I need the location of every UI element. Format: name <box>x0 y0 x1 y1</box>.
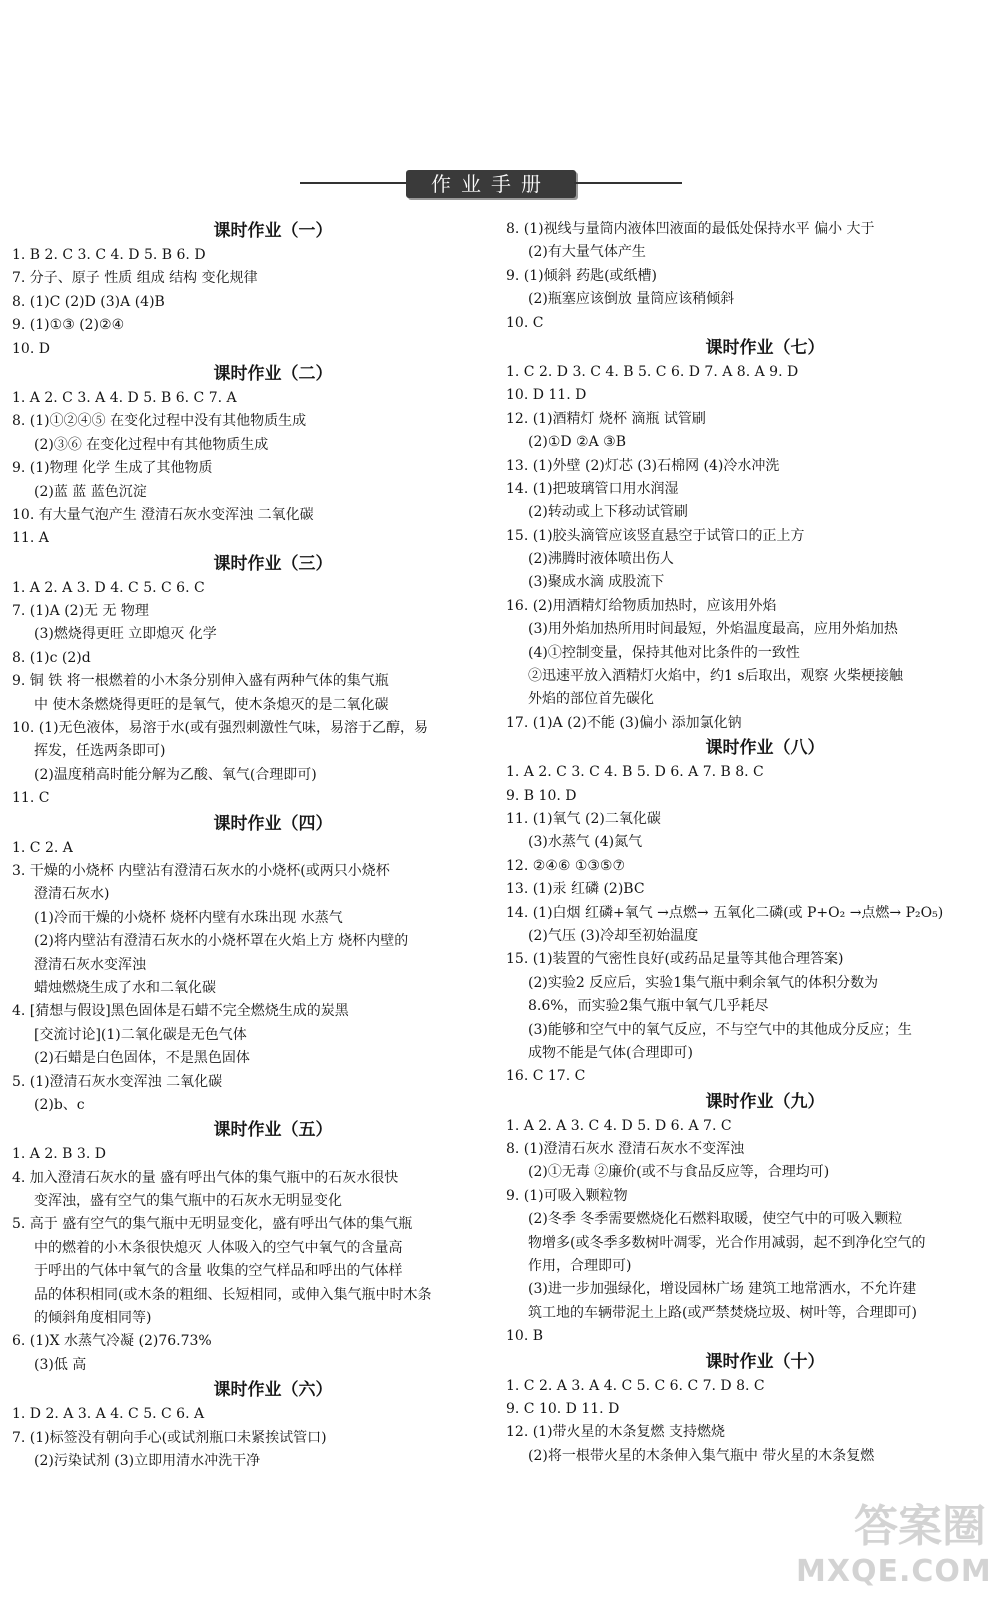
watermark-text-bottom: MXQE.COM <box>796 1554 992 1589</box>
answer-line: ②迅速平放入酒精灯火焰中，约1 s后取出，观察 火柴梗接触 <box>528 668 903 685</box>
answer-line: 13. (1)汞 红磷 (2)BC <box>506 881 645 898</box>
answer-line: 挥发，任选两条即可) <box>34 743 166 760</box>
answer-line: 16. (2)用酒精灯给物质加热时，应该用外焰 <box>506 597 777 614</box>
answer-line: (1)冷而干燥的小烧杯 烧杯内壁有水珠出现 水蒸气 <box>34 909 343 926</box>
answer-line: 5. 高于 盛有空气的集气瓶中无明显变化，盛有呼出气体的集气瓶 <box>12 1216 413 1233</box>
answer-line: 蜡烛燃烧生成了水和二氧化碳 <box>34 979 216 996</box>
answer-line: (4)①控制变量，保持其他对比条件的一致性 <box>528 644 800 661</box>
section-title: 课时作业（一） <box>213 221 333 241</box>
answer-line: 9. 铜 铁 将一根燃着的小木条分别伸入盛有两种气体的集气瓶 <box>12 673 389 690</box>
answer-line: (2)③⑥ 在变化过程中有其他物质生成 <box>34 436 269 453</box>
answer-line: 14. (1)把玻璃管口用水润湿 <box>506 480 679 497</box>
answer-line: 9. (1)①③ (2)②④ <box>12 317 125 334</box>
answer-line: (3)水蒸气 (4)氮气 <box>528 834 643 851</box>
answer-line: (2)气压 (3)冷却至初始温度 <box>528 927 699 944</box>
answer-line: 外焰的部位首先碳化 <box>528 691 654 708</box>
answer-line: 9. (1)物理 化学 生成了其他物质 <box>12 460 213 477</box>
banner-rule-left <box>300 182 410 184</box>
answer-line: 8. (1)①②④⑤ 在变化过程中没有其他物质生成 <box>12 413 307 430</box>
answer-line: 8. (1)C (2)D (3)A (4)B <box>12 293 165 310</box>
answer-line: (3)能够和空气中的氧气反应，不与空气中的其他成分反应；生 <box>528 1021 912 1038</box>
answer-line: 筑工地的车辆带泥土上路(或严禁焚烧垃圾、树叶等，合理即可) <box>528 1304 917 1321</box>
answer-line: 15. (1)胶头滴管应该竖直悬空于试管口的正上方 <box>506 527 805 544</box>
answer-line: 澄清石灰水) <box>34 886 110 903</box>
answer-line: 12. (1)酒精灯 烧杯 滴瓶 试管刷 <box>506 410 706 427</box>
answer-line: (2)石蜡是白色固体，不是黑色固体 <box>34 1050 250 1067</box>
answer-line: (2)实验2 反应后，实验1集气瓶中剩余氧气的体积分数为 <box>528 974 879 991</box>
answer-line: 1. A 2. C 3. A 4. D 5. B 6. C 7. A <box>12 389 237 406</box>
answer-line: 1. A 2. A 3. D 4. C 5. C 6. C <box>12 579 205 596</box>
answer-line: 9. B 10. D <box>506 787 577 804</box>
section-title: 课时作业（五） <box>213 1120 333 1141</box>
answer-line: 9. (1)可吸入颗粒物 <box>506 1187 628 1204</box>
banner-rule-right <box>574 182 682 184</box>
answer-line: 变浑浊，盛有空气的集气瓶中的石灰水无明显变化 <box>34 1193 342 1210</box>
answer-line: (3)进一步加强绿化，增设园林广场 建筑工地常洒水，不允许建 <box>528 1281 917 1298</box>
left-column <box>12 218 494 1473</box>
watermark-logo <box>796 1490 992 1590</box>
answer-line: 4. [猜想与假设]黑色固体是石蜡不完全燃烧生成的炭黑 <box>12 1003 349 1020</box>
answer-line: 1. D 2. A 3. A 4. C 5. C 6. A <box>12 1406 205 1423</box>
answer-line: (2)①D ②A ③B <box>528 434 627 451</box>
answer-line: 7. (1)标签没有朝向手心(或试剂瓶口未紧挨试管口) <box>12 1429 327 1446</box>
answer-line: (3)燃烧得更旺 立即熄灭 化学 <box>34 626 217 643</box>
answer-line: 1. A 2. B 3. D <box>12 1146 106 1163</box>
answer-line: 1. A 2. C 3. C 4. B 5. D 6. A 7. B 8. C <box>506 764 764 781</box>
answer-line: (2)污染试剂 (3)立即用清水冲洗干净 <box>34 1452 261 1469</box>
answer-line: 6. (1)X 水蒸气冷凝 (2)76.73% <box>12 1333 212 1350</box>
answer-line: (2)转动或上下移动试管刷 <box>528 504 688 521</box>
answer-line: (2)沸腾时液体喷出伤人 <box>528 551 674 568</box>
answer-line: 10. D <box>12 340 50 357</box>
answer-line: 的倾斜角度相同等) <box>34 1310 152 1327</box>
answer-line: (2)蓝 蓝 蓝色沉淀 <box>34 483 147 500</box>
answer-line: 11. A <box>12 530 49 547</box>
section-title: 课时作业（三） <box>213 553 333 574</box>
section-title: 课时作业（七） <box>705 337 825 358</box>
answer-line: 物增多(或冬季多数树叶凋零，光合作用减弱，起不到净化空气的 <box>528 1234 926 1251</box>
answer-line: (2)将一根带火星的木条伸入集气瓶中 带火星的木条复燃 <box>528 1447 875 1464</box>
answer-line: 1. C 2. A 3. A 4. C 5. C 6. C 7. D 8. C <box>506 1377 765 1394</box>
answer-line: 16. C 17. C <box>506 1068 586 1085</box>
section-title: 课时作业（十） <box>705 1351 825 1372</box>
answer-line: 17. (1)A (2)不能 (3)偏小 添加氯化钠 <box>506 714 742 731</box>
answer-line: (2)温度稍高时能分解为乙酸、氧气(合理即可) <box>34 766 317 783</box>
answer-line: 11. C <box>12 790 50 807</box>
answer-line: 4. 加入澄清石灰水的量 盛有呼出气体的集气瓶中的石灰水很快 <box>12 1169 399 1186</box>
answer-line: (2)冬季 冬季需要燃烧化石燃料取暖，使空气中的可吸入颗粒 <box>528 1211 903 1228</box>
answer-line: 10. D 11. D <box>506 387 587 404</box>
answer-line: 7. 分子、原子 性质 组成 结构 变化规律 <box>12 270 258 287</box>
answer-line: 14. (1)白烟 红磷+氧气 →点燃→ 五氧化二磷(或 P+O₂ →点燃→ P₂O₅) <box>506 904 944 921</box>
answer-line: 10. C <box>506 314 544 331</box>
answer-line: 3. 干燥的小烧杯 内壁沾有澄清石灰水的小烧杯(或两只小烧杯 <box>12 862 390 879</box>
answer-line: (2)b、c <box>34 1096 85 1113</box>
answer-line: 8. (1)澄清石灰水 澄清石灰水不变浑浊 <box>506 1141 745 1158</box>
answer-line: 5. (1)澄清石灰水变浑浊 二氧化碳 <box>12 1073 223 1090</box>
header-banner <box>300 168 682 202</box>
answer-line: 10. B <box>506 1328 544 1345</box>
answer-line: (3)聚成水滴 成股流下 <box>528 574 665 591</box>
answer-line: 12. (1)带火星的木条复燃 支持燃烧 <box>506 1424 725 1441</box>
answer-line: 品的体积相同(或木条的粗细、长短相同，或伸入集气瓶中时木条 <box>34 1286 432 1303</box>
answer-line: 8. (1)c (2)d <box>12 649 91 666</box>
answer-line: 10. (1)无色液体，易溶于水(或有强烈刺激性气味，易溶于乙醇，易 <box>12 720 429 737</box>
answer-line: 10. 有大量气泡产生 澄清石灰水变浑浊 二氧化碳 <box>12 506 314 523</box>
right-column <box>506 218 984 1468</box>
answer-line: (2)瓶塞应该倒放 量筒应该稍倾斜 <box>528 291 735 308</box>
answer-line: (3)低 高 <box>34 1356 87 1373</box>
answer-line: [交流讨论](1)二氧化碳是无色气体 <box>34 1026 247 1043</box>
answer-line: 1. C 2. A <box>12 839 73 856</box>
section-title: 课时作业（二） <box>213 363 333 384</box>
page-title: 作业手册 <box>406 170 576 198</box>
section-title: 课时作业（九） <box>705 1091 825 1112</box>
answer-line: (2)将内壁沾有澄清石灰水的小烧杯罩在火焰上方 烧杯内壁的 <box>34 933 409 950</box>
answer-line: 8. (1)视线与量筒内液体凹液面的最低处保持水平 偏小 大于 <box>506 221 875 237</box>
answer-line: 中的燃着的小木条很快熄灭 人体吸入的空气中氧气的含量高 <box>34 1239 403 1256</box>
answer-line: 澄清石灰水变浑浊 <box>34 956 146 973</box>
answer-line: 9. C 10. D 11. D <box>506 1400 620 1417</box>
answer-line: 作用，合理即可) <box>528 1258 632 1275</box>
answer-line: 15. (1)装置的气密性良好(或药品足量等其他合理答案) <box>506 951 844 968</box>
answer-line: 13. (1)外壁 (2)灯芯 (3)石棉网 (4)冷水冲洗 <box>506 457 780 474</box>
answer-line: 1. C 2. D 3. C 4. B 5. C 6. D 7. A 8. A 9. D <box>506 363 799 380</box>
answer-line: 9. (1)倾斜 药匙(或纸槽) <box>506 267 658 284</box>
answer-line: 7. (1)A (2)无 无 物理 <box>12 603 149 620</box>
answer-line: (2)有大量气体产生 <box>528 244 646 261</box>
answer-line: 中 使木条燃烧得更旺的是氧气，使木条熄灭的是二氧化碳 <box>34 696 389 713</box>
answer-line: 8.6%，而实验2集气瓶中氧气几乎耗尽 <box>528 998 769 1015</box>
answer-line: 成物不能是气体(合理即可) <box>528 1044 693 1061</box>
answer-line: (3)用外焰加热所用时间最短，外焰温度最高，应用外焰加热 <box>528 621 898 638</box>
section-title: 课时作业（六） <box>213 1380 333 1401</box>
answer-line: 于呼出的气体中氧气的含量 收集的空气样品和呼出的气体样 <box>34 1263 403 1280</box>
answer-line: 1. B 2. C 3. C 4. D 5. B 6. D <box>12 247 206 263</box>
watermark-text-top: 答案圈 <box>854 1501 986 1552</box>
answer-line: 1. A 2. A 3. C 4. D 5. D 6. A 7. C <box>506 1117 732 1134</box>
answer-line: (2)①无毒 ②廉价(或不与食品反应等，合理均可) <box>528 1164 830 1181</box>
section-title: 课时作业（八） <box>705 738 825 759</box>
section-title: 课时作业（四） <box>213 813 333 834</box>
answer-line: 11. (1)氧气 (2)二氧化碳 <box>506 810 661 827</box>
answer-line: 12. ②④⑥ ①③⑤⑦ <box>506 857 626 874</box>
